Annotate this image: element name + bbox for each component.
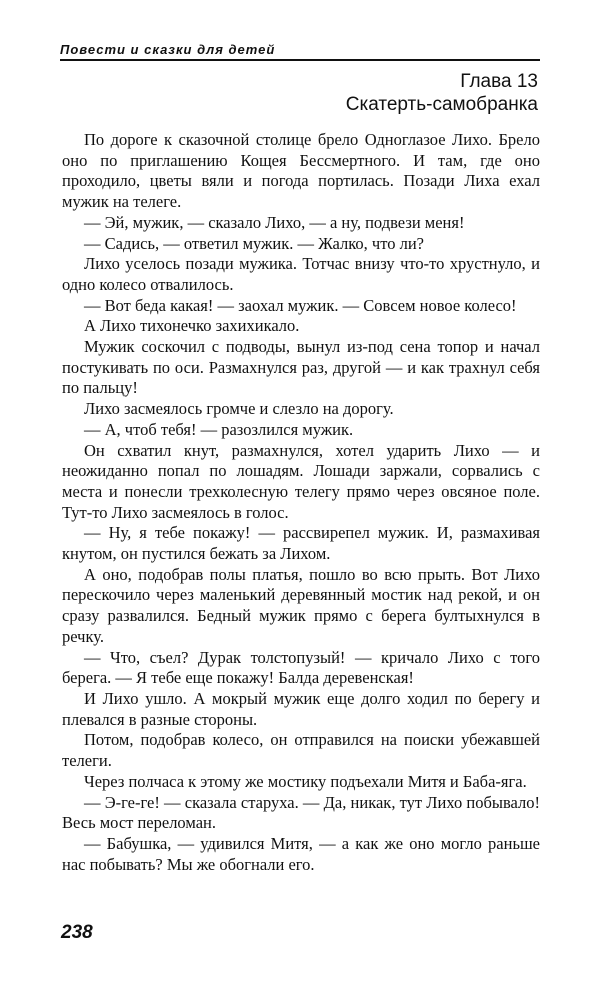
paragraph: А оно, подобрав полы платья, пошло во всю прыть. Вот Лихо перескочило через маленький деревянный мостик над рекой, и он сразу развалился. Бедный мужик прямо с берега бултыхнулся в речку. [62, 564, 540, 646]
paragraph: А Лихо тихонечко захихикало. [84, 316, 300, 336]
body-text [62, 130, 540, 875]
paragraph: Через полчаса к этому же мостику подъехали Митя и Баба-яга. [84, 771, 527, 791]
chapter-number: Глава 13 [460, 71, 538, 92]
paragraph: По дороге к сказочной столице брело Одноглазое Лихо. Брело оно по приглашению Кощея Бессмертного. И там, где оно проходило, цветы вяли и погода портилась. Позади Лиха ехал мужик на телеге. [62, 130, 540, 212]
paragraph: Лихо уселось позади мужика. Тотчас внизу что-то хрустнуло, и одно колесо отвалилось. [62, 254, 540, 294]
paragraph: Потом, подобрав колесо, он отправился на поиски убежавшей телеги. [62, 730, 540, 771]
paragraph: — А, чтоб тебя! — разозлился мужик. [84, 419, 354, 439]
paragraph: — Что, съел? Дурак толстопузый! — кричало Лихо с того берега. — Я тебе еще покажу! Балда деревенская! [62, 647, 540, 688]
paragraph: — Вот беда какая! — заохал мужик. — Совсем новое колесо! [84, 295, 517, 315]
paragraph: Мужик соскочил с подводы, вынул из-под сена топор и начал постукивать по оси. Размахнулся раз, другой — и как трахнул себя по пальцу! [62, 337, 540, 398]
paragraph: Он схватил кнут, размахнулся, хотел ударить Лихо — и неожиданно попал по лошадям. Лошади заржали, сорвались с места и понесли трехколесную телегу прямо через овсяное поле. Тут-то Лихо засмеялось в голос. [62, 440, 540, 522]
paragraph: — Садись, — ответил мужик. — Жалко, что ли? [84, 233, 424, 253]
chapter-title: Скатерть-самобранка [345, 94, 538, 115]
paragraph: Лихо засмеялось громче и слезло на дорогу. [84, 399, 394, 419]
paragraph: И Лихо ушло. А мокрый мужик еще долго ходил по берегу и плевался в разные стороны. [62, 688, 540, 729]
paragraph: — Эй, мужик, — сказало Лихо, — а ну, подвези меня! [84, 212, 465, 232]
page-number: 238 [61, 922, 93, 943]
chapter-heading [346, 70, 538, 116]
running-head: Повести и сказки для детей [60, 42, 540, 61]
paragraph: — Ну, я тебе покажу! — рассвирепел мужик. И, размахивая кнутом, он пустился бежать за Лихом. [62, 523, 540, 564]
paragraph: — Э-ге-ге! — сказала старуха. — Да, никак, тут Лихо побывало! Весь мост переломан. [62, 792, 540, 833]
paragraph: — Бабушка, — удивился Митя, — а как же оно могло раньше нас побывать? Мы же обогнали его. [62, 833, 540, 874]
